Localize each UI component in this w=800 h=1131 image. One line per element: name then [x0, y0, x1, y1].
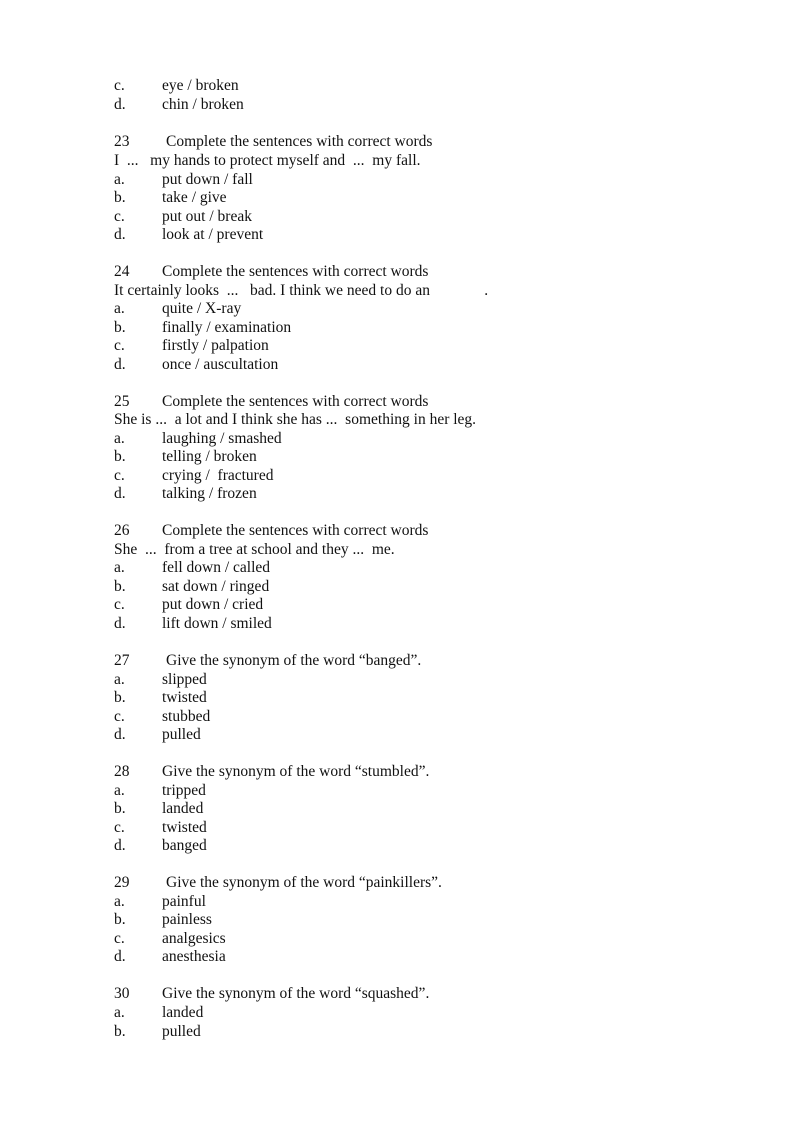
option-row	[114, 299, 242, 318]
question-heading	[114, 392, 429, 411]
option-text: anesthesia	[162, 948, 226, 965]
option-row	[114, 799, 204, 818]
option-text: talking / frozen	[162, 485, 257, 502]
option-row	[114, 170, 253, 189]
question-instruction: Give the synonym of the word “stumbled”.	[162, 763, 430, 780]
question-instruction: Complete the sentences with correct words	[162, 393, 429, 410]
option-letter: b.	[114, 189, 126, 206]
option-letter: b.	[114, 578, 126, 595]
option-row	[114, 929, 226, 948]
question-number: 30	[114, 985, 130, 1002]
option-text: put out / break	[162, 208, 252, 225]
question-heading	[114, 521, 429, 540]
option-letter: a.	[114, 1004, 125, 1021]
option-text: slipped	[162, 671, 207, 688]
option-row	[114, 947, 226, 966]
question-number: 23	[114, 133, 130, 150]
question-heading	[114, 873, 442, 892]
option-row	[114, 595, 264, 614]
option-letter: c.	[114, 708, 125, 725]
sentence-text: It certainly looks ... bad. I think we need to do an .	[114, 282, 489, 299]
option-letter: d.	[114, 837, 126, 854]
option-row	[114, 818, 207, 837]
option-text: telling / broken	[162, 448, 257, 465]
option-text: landed	[162, 1004, 204, 1021]
question-sentence	[114, 540, 395, 559]
option-letter: c.	[114, 77, 125, 94]
option-letter: d.	[114, 226, 126, 243]
question-sentence	[114, 281, 489, 300]
option-row	[114, 95, 244, 114]
option-letter: c.	[114, 819, 125, 836]
option-row	[114, 318, 292, 337]
option-row	[114, 466, 274, 485]
option-text: sat down / ringed	[162, 578, 270, 595]
question-heading	[114, 762, 430, 781]
option-text: take / give	[162, 189, 227, 206]
option-text: fell down / called	[162, 559, 271, 576]
question-instruction: Give the synonym of the word “painkillers”.	[166, 874, 442, 891]
option-letter: a.	[114, 782, 125, 799]
option-letter: d.	[114, 615, 126, 632]
option-row	[114, 688, 207, 707]
option-letter: a.	[114, 671, 125, 688]
option-text: look at / prevent	[162, 226, 264, 243]
option-row	[114, 836, 207, 855]
option-text: pulled	[162, 726, 201, 743]
option-letter: c.	[114, 467, 125, 484]
question-heading	[114, 262, 429, 281]
question-heading	[114, 984, 430, 1003]
option-row	[114, 558, 271, 577]
option-letter: a.	[114, 559, 125, 576]
option-row	[114, 670, 207, 689]
option-text: pulled	[162, 1023, 201, 1040]
option-letter: b.	[114, 689, 126, 706]
option-row	[114, 1022, 201, 1041]
option-text: chin / broken	[162, 96, 244, 113]
option-letter: a.	[114, 300, 125, 317]
option-row	[114, 781, 206, 800]
option-letter: d.	[114, 96, 126, 113]
option-letter: d.	[114, 948, 126, 965]
option-text: laughing / smashed	[162, 430, 282, 447]
question-sentence	[114, 410, 477, 429]
option-letter: b.	[114, 800, 126, 817]
option-row	[114, 355, 279, 374]
option-text: put down / fall	[162, 171, 253, 188]
option-row	[114, 725, 201, 744]
option-text: landed	[162, 800, 204, 817]
sentence-text: I ... my hands to protect myself and ... my fall.	[114, 152, 421, 169]
option-letter: b.	[114, 1023, 126, 1040]
option-text: tripped	[162, 782, 206, 799]
option-row	[114, 484, 257, 503]
question-number: 29	[114, 874, 130, 891]
question-instruction: Complete the sentences with correct words	[162, 522, 429, 539]
option-letter: b.	[114, 319, 126, 336]
question-instruction: Give the synonym of the word “banged”.	[166, 652, 422, 669]
option-row	[114, 188, 227, 207]
option-letter: d.	[114, 485, 126, 502]
option-row	[114, 207, 252, 226]
option-row	[114, 707, 211, 726]
option-text: stubbed	[162, 708, 211, 725]
sentence-text: She ... from a tree at school and they ... me.	[114, 541, 395, 558]
option-row	[114, 910, 212, 929]
question-heading	[114, 132, 433, 151]
question-sentence	[114, 151, 421, 170]
option-row	[114, 225, 264, 244]
option-letter: d.	[114, 356, 126, 373]
option-text: firstly / palpation	[162, 337, 269, 354]
question-instruction: Complete the sentences with correct words	[166, 133, 433, 150]
option-letter: a.	[114, 893, 125, 910]
option-text: once / auscultation	[162, 356, 279, 373]
question-instruction: Give the synonym of the word “squashed”.	[162, 985, 430, 1002]
option-letter: a.	[114, 171, 125, 188]
option-row	[114, 336, 269, 355]
option-text: painful	[162, 893, 206, 910]
option-letter: c.	[114, 930, 125, 947]
option-text: lift down / smiled	[162, 615, 272, 632]
option-letter: c.	[114, 596, 125, 613]
option-letter: b.	[114, 448, 126, 465]
option-letter: b.	[114, 911, 126, 928]
option-text: twisted	[162, 689, 207, 706]
option-text: analgesics	[162, 930, 226, 947]
option-letter: a.	[114, 430, 125, 447]
question-number: 26	[114, 522, 130, 539]
option-text: eye / broken	[162, 77, 239, 94]
question-number: 25	[114, 393, 130, 410]
option-text: painless	[162, 911, 212, 928]
sentence-text: She is ... a lot and I think she has ... something in her leg.	[114, 411, 477, 428]
option-row	[114, 577, 270, 596]
question-number: 27	[114, 652, 130, 669]
option-text: crying / fractured	[162, 467, 274, 484]
question-number: 28	[114, 763, 130, 780]
option-row	[114, 429, 282, 448]
option-text: twisted	[162, 819, 207, 836]
question-heading	[114, 651, 422, 670]
option-text: finally / examination	[162, 319, 292, 336]
option-row	[114, 614, 272, 633]
option-text: quite / X-ray	[162, 300, 242, 317]
question-number: 24	[114, 263, 130, 280]
question-instruction: Complete the sentences with correct words	[162, 263, 429, 280]
option-letter: c.	[114, 208, 125, 225]
option-text: put down / cried	[162, 596, 264, 613]
option-row	[114, 76, 239, 95]
option-row	[114, 892, 206, 911]
option-letter: c.	[114, 337, 125, 354]
option-row	[114, 447, 257, 466]
option-text: banged	[162, 837, 207, 854]
option-row	[114, 1003, 204, 1022]
option-letter: d.	[114, 726, 126, 743]
